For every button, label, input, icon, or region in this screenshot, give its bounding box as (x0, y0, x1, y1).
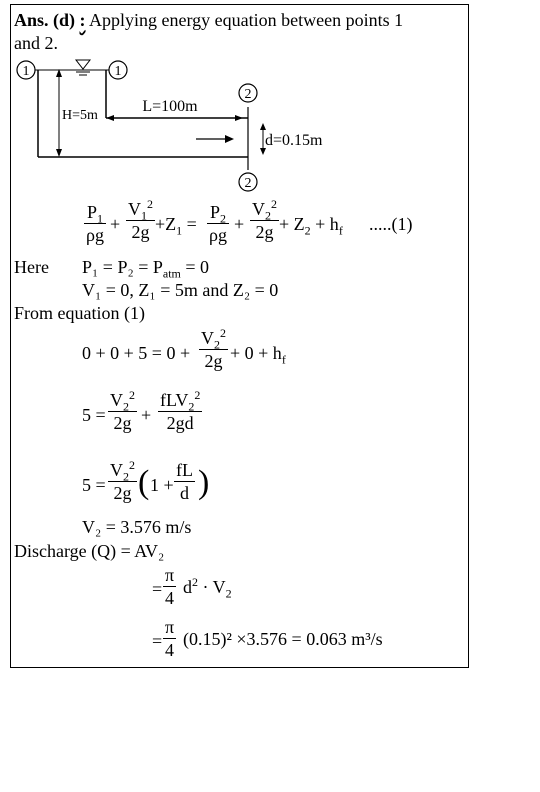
condition-velocity-elevation: V₁ = 0, Z₁ = 5m and Z₂ = 0 (82, 280, 279, 300)
height-label: H=5m (62, 108, 98, 123)
term-flv2sq-2gd: fLV$_2^2$ 2gd (160, 388, 201, 433)
term-p2-rhog: $\frac{P_2}{\rho g}$ (209, 202, 227, 245)
height-arrow-down-icon (56, 149, 62, 157)
length-arrow-right-icon (235, 115, 243, 121)
point2-label-bottom: 2 (244, 176, 252, 191)
free-surface-icon (76, 60, 90, 75)
answer-option: (d) (53, 10, 76, 30)
term-v2sq-2g-c: $\frac{V_2^2}{2g}$ (110, 388, 135, 433)
term-v2sq-2g-d: $\frac{V_2^2}{2g}$ (110, 458, 135, 503)
final-discharge: (0.15)² ×3.576 = 0.063 m³/s (183, 629, 383, 649)
answer-prefix: Ans. (14, 10, 49, 30)
term-p1-rhog: $\frac{P_1}{\rho g}$ (86, 202, 104, 245)
answer-statement-cont: and 2. (14, 33, 58, 53)
answer-colon: : (79, 10, 86, 30)
point1-label-left: 1 (22, 64, 30, 79)
condition-pressure-tail: = 0 (180, 257, 210, 277)
answer-header (14, 11, 403, 29)
condition-pressure-main: P₁ = P₂ = P (82, 257, 163, 277)
term-pi-4-b: $\frac{\pi}{4}$ (165, 617, 175, 660)
diameter-arrow-down-icon (260, 148, 266, 155)
diameter-arrow-up-icon (260, 123, 266, 130)
from-equation-label: From equation (1) (14, 303, 145, 323)
point1-label-right: 1 (114, 64, 122, 79)
point2-label-top: 2 (244, 87, 252, 102)
term-pi-4-a: $\frac{\pi}{4}$ (165, 565, 175, 608)
term-v1sq-2g: $\frac{V_1^2}{2g}$ (128, 197, 153, 242)
equation-number: .....(1) (369, 214, 413, 234)
discharge-label: Discharge (Q) = AV₂ (14, 541, 165, 561)
diameter-label: d=0.15m (265, 132, 323, 149)
here-label: Here (14, 257, 49, 277)
term-v2sq-2g-b: $\frac{V_2^2}{2g}$ (201, 326, 226, 371)
tank-pipe-diagram (10, 55, 350, 195)
answer-statement: Applying energy equation between points 1 (89, 10, 404, 30)
result-velocity: V₂ = 3.576 m/s (82, 517, 192, 537)
condition-pressure-sub: atm (162, 266, 181, 281)
length-arrow-left-icon (106, 115, 114, 121)
term-v2sq-2g: $\frac{V_2^2}{2g}$ (252, 197, 277, 242)
condition-pressure (82, 257, 210, 281)
term-fl-d: $\frac{fL}{d}$ (176, 460, 193, 503)
length-label: L=100m (142, 98, 198, 115)
flow-arrow-icon (225, 135, 234, 143)
